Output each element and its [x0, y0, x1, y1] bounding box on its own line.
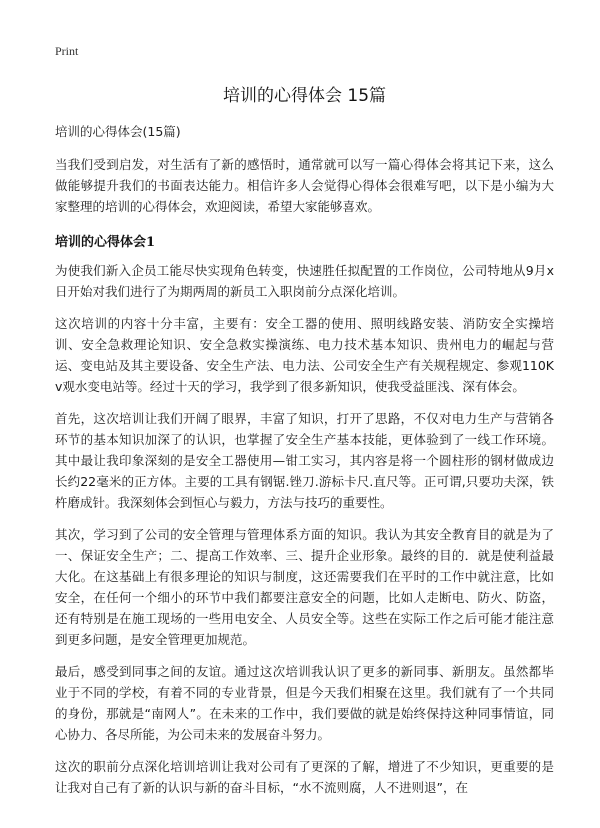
document-subtitle: 培训的心得体会(15篇): [55, 124, 181, 139]
body-paragraph: 这次的职前分点深化培训培训让我对公司有了更深的了解，增进了不少知识，更重要的是让我对自己有了新的认识与新的奋斗目标，“水不流则腐，人不进则退”，在: [55, 759, 554, 795]
section-heading: 培训的心得体会1: [55, 235, 156, 250]
print-label: Print: [55, 44, 79, 58]
body-paragraph: 首先，这次培训让我们开阔了眼界，丰富了知识，打开了思路，不仅对电力生产与营销各环节的基本知识加深了的认识，也掌握了安全生产基本技能，更体验到了一线工作环境。其中最让我印象深刻的是安全工器使用—钳工实习，其内容是将一个圆柱形的钢材做成边长约22毫米的正方体。主要的工具有钢锯.锉刀.游标卡尺.直尺等。正可谓,只要功夫深，铁杵磨成针。我深刻体会到恒心与毅力，方法与技巧的重要性。: [55, 411, 554, 510]
body-paragraph: 为使我们新入企员工能尽快实现角色转变，快速胜任拟配置的工作岗位，公司特地从9月x日开始对我们进行了为期两周的新员工入职岗前分点深化培训。: [55, 263, 554, 299]
intro-paragraph: 当我们受到启发，对生活有了新的感悟时，通常就可以写一篇心得体会将其记下来，这么做能够提升我们的书面表达能力。相信许多人会觉得心得体会很难写吧，以下是小编为大家整理的培训的心得体会，欢迎阅读，希望大家能够喜欢。: [55, 157, 554, 214]
page-title: 培训的心得体会 15篇: [222, 86, 387, 106]
body-paragraph: 其次，学习到了公司的安全管理与管理体系方面的知识。我认为其安全教育目的就是为了一、保证安全生产；二、提高工作效率、三、提升企业形象。最终的目的．就是使利益最大化。在这基础上有很多理论的知识与制度，这还需要我们在平时的工作中就注意，比如安全，在任何一个细小的环节中我们都要注意安全的问题，比如人走断电、防火、防盗，还有特别是在施工现场的一些用电安全、人员安全等。这些在实际工作之后可能才能注意到更多问题，是安全管理更加规范。: [55, 527, 554, 647]
body-paragraph: 最后，感受到同事之间的友谊。通过这次培训我认识了更多的新同事、新朋友。虽然都毕业于不同的学校，有着不同的专业背景，但是今天我们相聚在这里。我们就有了一个共同的身份，那就是“南网人”。在未来的工作中，我们要做的就是始终保持这种同事情谊，同心协力、各尽所能，为公司未来的发展奋斗努力。: [55, 664, 554, 742]
body-paragraph: 这次培训的内容十分丰富，主要有：安全工器的使用、照明线路安装、消防安全实操培训、安全急救理论知识、安全急救实操演练、电力技术基本知识、贵州电力的崛起与营运、变电站及其主要设备、安全生产法、电力法、公司安全生产有关规程规定、参观110Kv观水变电站等。经过十天的学习，我学到了很多新知识，使我受益匪浅、深有体会。: [55, 316, 554, 394]
